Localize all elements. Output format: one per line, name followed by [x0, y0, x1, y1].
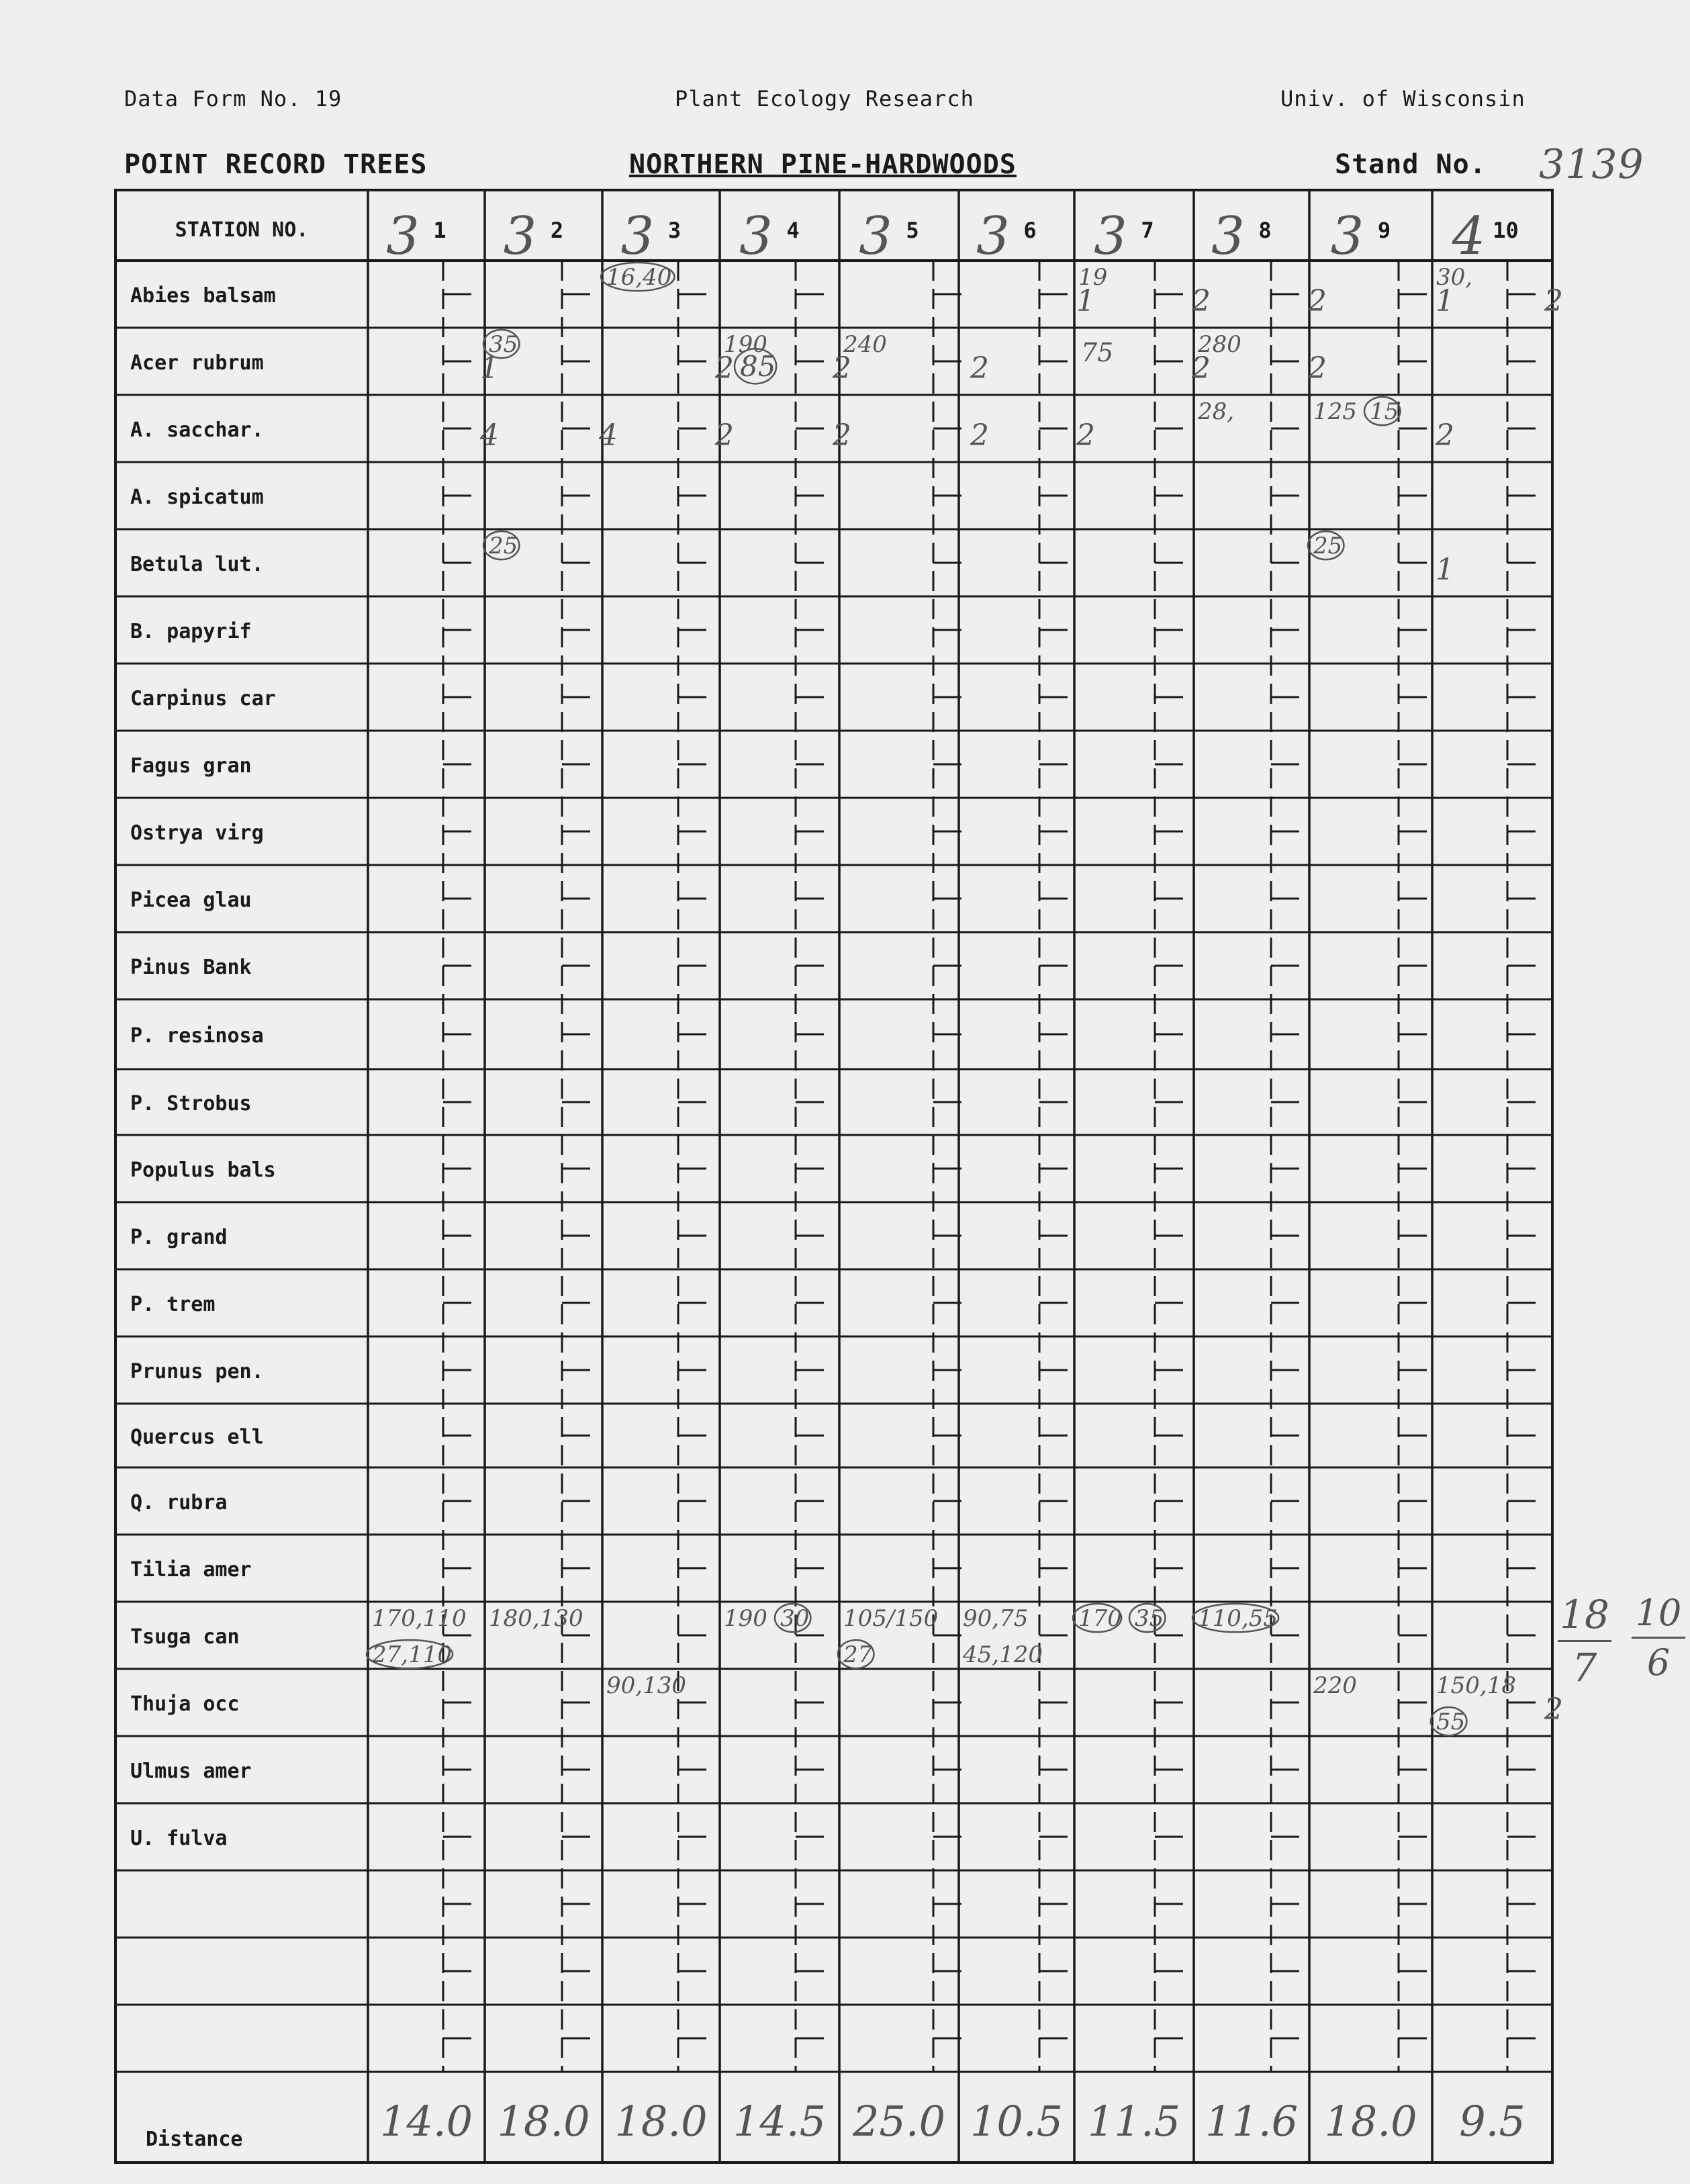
distance-value: 10.5 [970, 2097, 1064, 2146]
species-label: Quercus ell [130, 1425, 264, 1449]
form-title: POINT RECORD TREES [124, 149, 428, 180]
handwritten-entry: 35 [1135, 1605, 1164, 1632]
margin-fraction-1-den: 7 [1572, 1645, 1597, 1690]
handwritten-entry: 2 [1192, 284, 1211, 318]
species-label: B. papyrif [130, 620, 252, 643]
handwritten-entry: 30 [780, 1605, 810, 1632]
margin-fraction-2-num: 10 [1635, 1592, 1682, 1634]
handwritten-entry: 240 [843, 331, 887, 358]
distance-label: Distance [146, 2128, 243, 2151]
handwritten-entry: 2 [970, 351, 989, 385]
handwritten-entry: 1 [480, 351, 499, 385]
station-number: 6 [1023, 218, 1037, 243]
species-label: Acer rubrum [130, 351, 264, 375]
species-label: Carpinus car [130, 687, 276, 711]
station-number: 1 [433, 218, 447, 243]
species-label: Q. rubra [130, 1491, 228, 1514]
species-label: Tsuga can [130, 1625, 240, 1649]
handwritten-entry: 30, [1436, 264, 1473, 291]
species-label: Ostrya virg [130, 821, 264, 845]
species-label: Populus bals [130, 1158, 276, 1182]
handwritten-entry: 2 [1308, 284, 1327, 318]
species-label: P. resinosa [130, 1024, 264, 1048]
stand-value: 3139 [1539, 141, 1644, 188]
research-title: Plant Ecology Research [675, 86, 974, 111]
handwritten-entry: 15 [1370, 398, 1399, 425]
handwritten-entry: 220 [1313, 1672, 1357, 1699]
species-label: P. Strobus [130, 1092, 252, 1116]
species-label: Thuja occ [130, 1692, 240, 1716]
distance-value: 14.0 [379, 2097, 473, 2146]
station-number: 3 [667, 218, 682, 243]
species-label: Ulmus amer [130, 1760, 252, 1783]
handwritten-entry: 28, [1198, 398, 1235, 425]
handwritten-entry: 35 [489, 331, 518, 358]
margin-fraction-1 [1558, 1592, 1611, 1690]
station-hand-number: 3 [1330, 206, 1364, 267]
margin-fraction-1-num: 18 [1560, 1592, 1609, 1637]
handwritten-entry: 19 [1078, 264, 1108, 291]
handwritten-entry: 2 [1544, 284, 1563, 318]
station-number: 2 [550, 218, 564, 243]
station-hand-number: 3 [859, 206, 892, 267]
handwritten-entry: 2 [1436, 418, 1454, 453]
distance-value: 18.0 [1324, 2097, 1417, 2146]
species-label: U. fulva [130, 1827, 228, 1850]
species-label: P. trem [130, 1293, 216, 1316]
station-hand-number: 3 [976, 206, 1010, 267]
station-number: 9 [1377, 218, 1391, 243]
station-hand-number: 3 [1094, 206, 1127, 267]
station-hand-number: 3 [503, 206, 537, 267]
station-no-label: STATION NO. [175, 218, 309, 242]
handwritten-entry: 55 [1436, 1709, 1466, 1735]
fraction-bar [1632, 1637, 1685, 1639]
station-number: 8 [1258, 218, 1272, 243]
university-name: Univ. of Wisconsin [1280, 86, 1525, 111]
handwritten-entry: 16,40 [606, 264, 672, 291]
handwritten-entry: 27 [843, 1641, 873, 1668]
handwritten-entry: 2 [715, 418, 734, 453]
table-border [115, 190, 1552, 2163]
handwritten-entry: 180,130 [489, 1605, 583, 1632]
station-hand-number: 3 [386, 206, 420, 267]
species-label: A. spicatum [130, 486, 264, 509]
handwritten-entry: 2 [715, 351, 734, 385]
margin-fraction-2 [1632, 1592, 1685, 1684]
station-number: 10 [1493, 218, 1519, 243]
handwritten-entry: 25 [1313, 533, 1343, 559]
handwritten-entry: 105/150 [843, 1605, 939, 1632]
handwritten-entry: 90,75 [963, 1605, 1029, 1632]
handwritten-entry: 2 [1076, 418, 1095, 453]
station-number: 7 [1141, 218, 1154, 243]
handwritten-entry: 125 [1313, 398, 1357, 425]
station-hand-number: 3 [1211, 206, 1245, 267]
forest-type: NORTHERN PINE-HARDWOODS [629, 149, 1017, 180]
species-label: Pinus Bank [130, 956, 252, 979]
handwritten-entry: 45,120 [963, 1641, 1043, 1668]
species-label: P. grand [130, 1226, 228, 1249]
form-number: Data Form No. 19 [124, 86, 342, 111]
fraction-bar [1558, 1640, 1611, 1642]
handwritten-entry: 2 [1544, 1692, 1563, 1727]
handwritten-entry: 280 [1198, 331, 1241, 358]
station-hand-number: 4 [1452, 206, 1486, 267]
handwritten-entry: 1 [1076, 284, 1095, 318]
handwritten-entry: 4 [480, 418, 499, 453]
handwritten-entry: 1 [1436, 553, 1454, 587]
handwritten-entry: 2 [1308, 351, 1327, 385]
handwritten-entry: 4 [599, 418, 618, 453]
handwritten-entry: 85 [740, 350, 776, 383]
handwritten-entry: 2 [833, 351, 851, 385]
distance-value: 25.0 [852, 2097, 946, 2146]
distance-value: 18.0 [497, 2097, 590, 2146]
distance-value: 9.5 [1459, 2097, 1525, 2146]
distance-value: 11.6 [1205, 2097, 1299, 2146]
station-hand-number: 3 [620, 206, 655, 267]
species-label: Betula lut. [130, 553, 264, 576]
station-number: 4 [786, 218, 800, 243]
handwritten-entry: 75 [1081, 338, 1114, 367]
handwritten-entry: 190 [724, 1605, 767, 1632]
distance-value: 14.5 [733, 2097, 827, 2146]
handwritten-entry: 25 [489, 533, 518, 559]
distance-value: 11.5 [1087, 2097, 1181, 2146]
handwritten-entry: 2 [1192, 351, 1211, 385]
handwritten-entry: 2 [833, 418, 851, 453]
species-label: Prunus pen. [130, 1360, 264, 1383]
handwritten-entry: 110,55 [1198, 1605, 1278, 1632]
handwritten-entry: 150,18 [1436, 1672, 1516, 1699]
stand-label: Stand No. [1335, 149, 1487, 180]
handwritten-entry: 2 [970, 418, 989, 453]
margin-fraction-2-den: 6 [1646, 1641, 1671, 1684]
species-label: Picea glau [130, 889, 252, 912]
species-label: A. sacchar. [130, 418, 264, 442]
station-hand-number: 3 [739, 206, 773, 267]
distance-value: 18.0 [614, 2097, 708, 2146]
handwritten-entry: 27,110 [372, 1641, 452, 1668]
species-label: Tilia amer [130, 1558, 252, 1582]
station-number: 5 [906, 218, 919, 243]
species-label: Abies balsam [130, 284, 276, 308]
handwritten-entry: 170,110 [372, 1605, 467, 1632]
species-label: Fagus gran [130, 754, 252, 778]
handwritten-entry: 1 [1436, 284, 1454, 318]
handwritten-entry: 170 [1078, 1605, 1122, 1632]
handwritten-entry: 190 [724, 331, 767, 358]
handwritten-entry: 90,130 [606, 1672, 686, 1699]
